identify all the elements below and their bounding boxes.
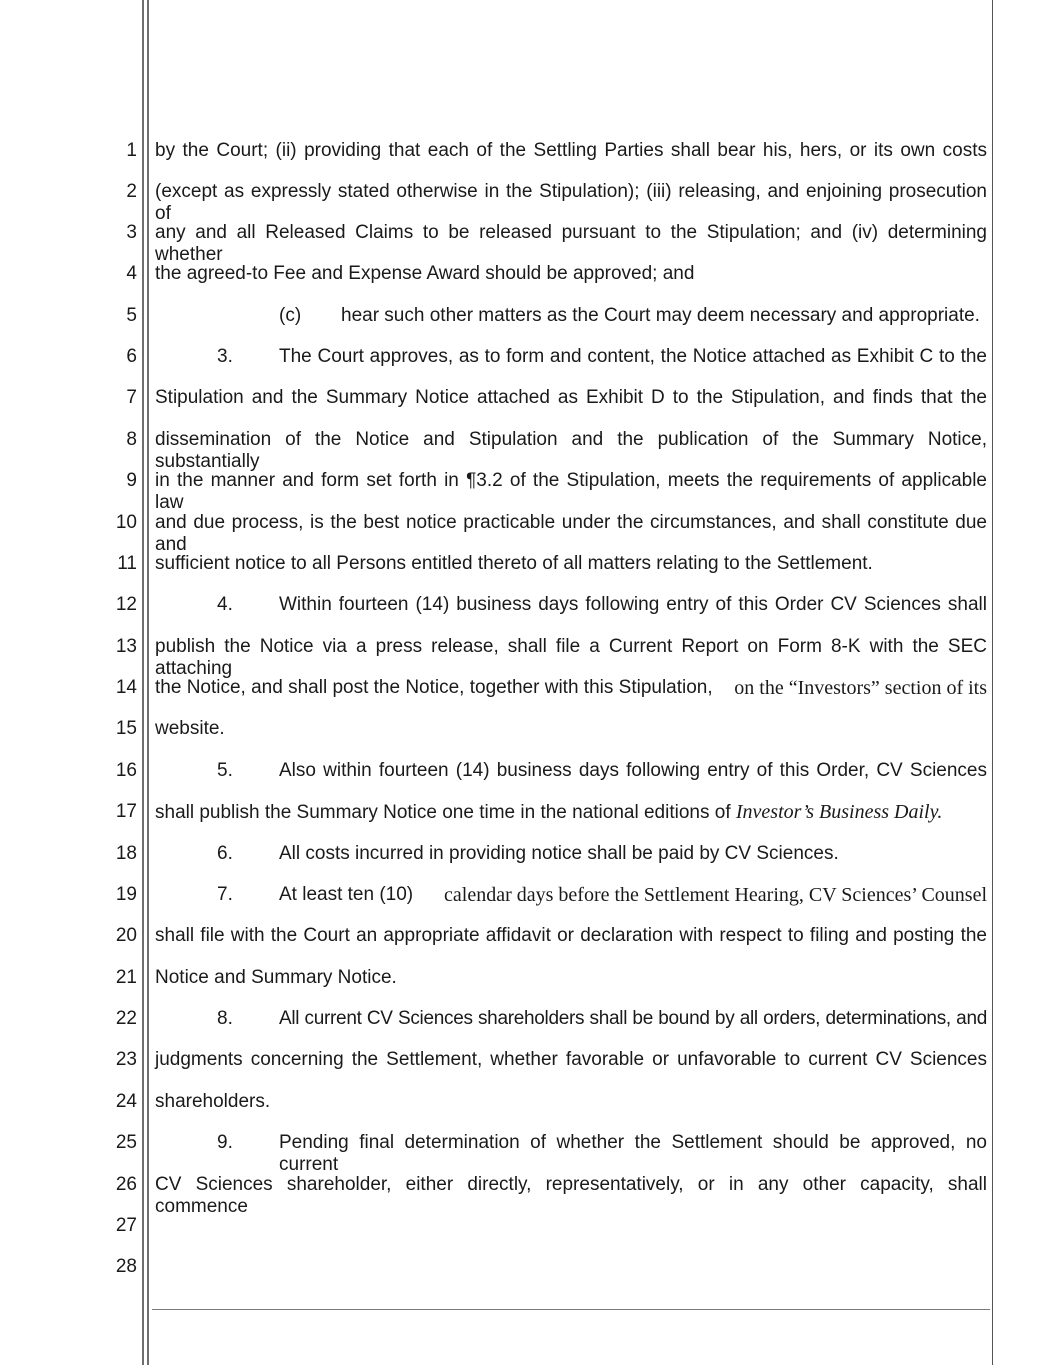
text-line: in the manner and form set forth in ¶3.2 of the Stipulation, meets the requirements of applicable law [155, 470, 987, 513]
left-margin-rule-outer [142, 0, 144, 1365]
text-line: shareholders. [155, 1091, 271, 1112]
line-number: 20 [115, 925, 137, 946]
line-number: 2 [126, 181, 137, 202]
paragraph-text [279, 884, 987, 906]
line-number: 1 [126, 140, 137, 161]
text-segment: shall publish the Summary Notice one time in the national editions of [155, 802, 731, 823]
line-number: 13 [115, 636, 137, 657]
text-line: CV Sciences shareholder, either directly, representatively, or in any other capacity, shall commence [155, 1174, 987, 1217]
text-segment-serif: calendar days before the Settlement Hearing, CV Sciences’ Counsel [444, 884, 987, 906]
text-line [155, 677, 987, 699]
line-number: 6 [126, 346, 137, 367]
line-number: 19 [115, 884, 137, 905]
line-number: 14 [115, 677, 137, 698]
publication-name: Investor’s Business Daily. [735, 801, 943, 823]
text-line [155, 801, 987, 824]
paragraph-number: 8. [217, 1008, 233, 1029]
line-number: 24 [115, 1091, 137, 1112]
line-number: 23 [115, 1049, 137, 1070]
right-margin-rule [992, 0, 993, 1365]
paragraph-text: Pending final determination of whether the Settlement should be approved, no current [279, 1132, 987, 1175]
line-number: 18 [115, 843, 137, 864]
paragraph-text: Also within fourteen (14) business days following entry of this Order, CV Sciences [279, 760, 987, 781]
line-number: 17 [115, 801, 137, 822]
paragraph-text: Within fourteen (14) business days following entry of this Order CV Sciences shall [279, 594, 987, 615]
text-line: shall file with the Court an appropriate affidavit or declaration with respect to filing and posting the [155, 925, 987, 946]
line-number: 16 [115, 760, 137, 781]
line-number: 9 [126, 470, 137, 491]
line-number: 25 [115, 1132, 137, 1153]
text-line: Stipulation and the Summary Notice attached as Exhibit D to the Stipulation, and finds that the [155, 387, 987, 408]
line-number: 27 [115, 1215, 137, 1236]
paragraph-number: 3. [217, 346, 233, 367]
left-margin-rule-inner [147, 0, 149, 1365]
paragraph-number: 7. [217, 884, 233, 905]
line-number: 7 [126, 387, 137, 408]
footer-rule [152, 1309, 990, 1310]
line-number: 11 [117, 553, 137, 574]
text-segment: the Notice, and shall post the Notice, together with this Stipulation, [155, 677, 713, 698]
text-segment-serif: on the “Investors” section of its [734, 677, 987, 699]
line-number: 12 [115, 594, 137, 615]
text-line: website. [155, 718, 225, 739]
line-number: 10 [115, 512, 137, 533]
line-number: 22 [115, 1008, 137, 1029]
text-line: by the Court; (ii) providing that each of the Settling Parties shall bear his, hers, or its own costs [155, 140, 987, 161]
paragraph-text: All current CV Sciences shareholders shall be bound by all orders, determinations, and [279, 1008, 987, 1029]
paragraph-number: 9. [217, 1132, 233, 1153]
text-line: sufficient notice to all Persons entitled thereto of all matters relating to the Settlement. [155, 553, 873, 574]
paragraph-number: 4. [217, 594, 233, 615]
paragraph-text: The Court approves, as to form and content, the Notice attached as Exhibit C to the [279, 346, 987, 367]
line-number: 15 [115, 718, 137, 739]
paragraph-number: 5. [217, 760, 233, 781]
paragraph-text: All costs incurred in providing notice shall be paid by CV Sciences. [279, 843, 839, 864]
subparagraph-text: hear such other matters as the Court may deem necessary and appropriate. [341, 305, 980, 326]
line-number: 26 [115, 1174, 137, 1195]
text-line: Notice and Summary Notice. [155, 967, 397, 988]
line-number: 8 [126, 429, 137, 450]
text-line: dissemination of the Notice and Stipulation and the publication of the Summary Notice, substantially [155, 429, 987, 472]
text-line: publish the Notice via a press release, shall file a Current Report on Form 8-K with the SEC attaching [155, 636, 987, 679]
paragraph-number: 6. [217, 843, 233, 864]
text-line: any and all Released Claims to be released pursuant to the Stipulation; and (iv) determining whether [155, 222, 987, 265]
text-segment: At least ten (10) [279, 884, 414, 905]
text-line: judgments concerning the Settlement, whether favorable or unfavorable to current CV Sciences [155, 1049, 987, 1070]
line-number: 21 [115, 967, 137, 988]
text-line: (except as expressly stated otherwise in the Stipulation); (iii) releasing, and enjoining prosecution of [155, 181, 987, 224]
line-number: 4 [126, 263, 137, 284]
subparagraph-marker: (c) [279, 305, 302, 326]
line-number: 28 [115, 1256, 137, 1277]
line-number: 3 [126, 222, 137, 243]
line-number: 5 [126, 305, 137, 326]
text-line: and due process, is the best notice practicable under the circumstances, and shall constitute due and [155, 512, 987, 555]
text-line: the agreed-to Fee and Expense Award should be approved; and [155, 263, 695, 284]
